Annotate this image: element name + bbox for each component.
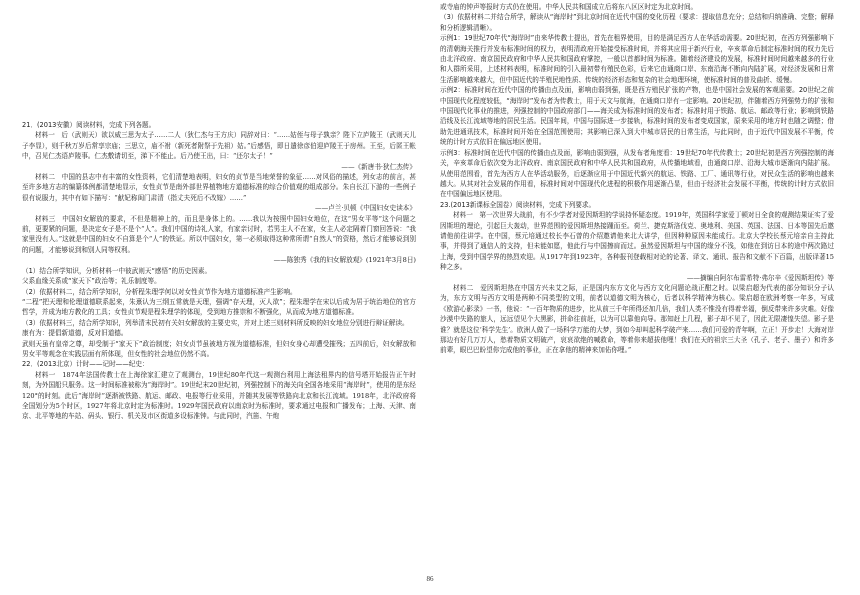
material-6-text: 材料二 爱因斯坦热在中国方兴未艾之际，正是国内东方文化与西方文化问题论战正酣之时。以梁启超为代表的部分知识分子认为，东方文明与西方文明是两种不同类型的文明，前者以道德文明为核心，后者以科学精神为核心。梁启超在欧洲考察一年多，写成《欧游心影录》一书，他说：“一百年物质的进步，比从前三千年所得还加几倍，我们人类不惟没有得着幸福，倒反带来许多灾难。好像沙漠中失路的旅人，远远望见个大黑影，拼命往前赶，以为可以靠他向导。那知赶上几程，影子却不见了，因此无限凄惶失望。影子是谁？就是这位‘科学先生’。欧洲人做了一场科学万能的大梦，到如今却叫起科学破产来……我们可爱的青年啊，立正！开步走！大海对岸那边有好几万万人，愁着物质文明破产，哀哀欲绝的喊救命，等着你来超拔他哩！我们在天的祖宗三大圣（孔子、老子、墨子）和许多前辈，眼巴巴盼望你完成他的事业，正在拿他的精神来加佑你哩。” [440,283,834,355]
material-4-text: 材料一 1874年法国传教士在上海徐家汇建立了观测台，19世纪80年代这一观测台利用上海法租界内的信号塔开始报告正午时刻，为外国船只服务。这一时间标准被称为“海岸时”。19世纪末20世纪初，列强控制下的海关向全国各地采用“海岸时”，使用的是东经120°的时刻。此后“海岸时”逐渐被铁路、航运、邮政、电报等行业采用，并随其发展等铁路向北京和长江流域。1918年，北洋政府将全国划分为5个时区，1927年将北京时定为标准时。1929年国民政府以南京时为标准时，要求通过电报和广播发布；上海、天津、南京、北平等地的车站、码头、银行、机关及市区街道多设标准钟。与此同时，汽笛、午炮 [22,370,416,421]
sub-question-2: （2）依据材料二，结合所学知识，分析程朱理学何以对女性贞节作为地方道德标准产生影响。 [22,287,297,296]
example-answer-3: 示例3：标准时间在近代中国的传播由点及面，影响由弱到强，从发布者角度看：19世纪70年代传教士；20世纪初是西方列强控制的海关，辛亥革命后依次变为北洋政府、南京国民政府和中华人民共和国政府，从传播地域看，由通商口岸、沿海大城市逐渐向内陆扩展。从使用范围看，首先为西方人在华活动服务，后逐渐应用于中国近代新兴的航运、铁路、工厂、通讯等行业，对民众生活的影响也越来越大。从其对社会发展的作用看，标准时间对中国现代化进程的积极作用逐渐凸显，但由于经济社会发展不平衡，传统的计时方式依旧在中国偏远地区使用。 [440,148,834,199]
sub-question-1: （1）结合所学知识，分析材料一中彼武则天“感悟”的历史因素。 [22,266,212,275]
material-5-text: 材料一 第一次世界大战前，有不少学者对爱因斯坦的学说持怀疑态度。1919年，英国科学家爱丁顿对日全食的观测结果证实了爱因斯坦的理论，引起巨大轰动，世界范围的爱因斯坦热接踵而至。荷兰、捷克斯洛伐克、奥地利、美国、英国、法国、日本等国先后邀请他前往讲学。在中国，蔡元培通过校长李石曾的介绍邀请他来北大讲学，但因种种原因未能成行。北京大学校长蔡元培亲自主持此事，并得到了通信人的支持，但未能如愿，他此行与中国擦肩而过。虽然爱因斯坦与中国的缘分不浅，如他在到访日本的途中两次路过上海，受到中国学界的热烈欢迎。从1917年到1923年，各种报刊登载相对论的论著、译文、通讯、报告和文献不下百篇，出版译著15种之多。 [440,211,834,272]
top-blank-area [22,0,416,120]
sub-question-3b: （3）依据材料二并结合所学，解读从“海岸时”到北京时间在近代中国的变化历程（要求：提取信息充分；总结和归纳准确、完整；解释和分析逻辑清晰）。 [440,13,834,32]
material-2-text: 材料二 中国的县志中有丰富的女性资料，它们清楚地表明，妇女的贞节是当地荣誉的象征……对风俗的描述，列女志的前言，甚至许多地方志的编纂体例都清楚地显示，女性贞节是南外部世界植物地方道德标准的综合价值观的组成部分。朱自长江下游的一些例子很有说服力，其中有如下描写：“献妃称闺门肃清（指丈夫死后不改嫁）……” [22,173,416,202]
material-4-continued: 或寺庙的钟声等报时方式仍在使用。中华人民共和国成立后将东八区区时定为北京时间。 [440,3,698,11]
material-3-source: ——陈独秀《我的妇女解放观》(1921年3月8日) [273,256,416,265]
example-answer-2: 示例2：标准时间在近代中国的传播由点及面，影响由弱到强，既是西方殖民扩张的产物，也是中国社会发展的客观需要。20世纪之前中国现代化程度较低，“海岸时”发布者为传教士，用于天文与航海，在通商口岸有一定影响。20世纪初，伴随着西方列强势力的扩张和中国现代化事业的推进，列强控制的中国政府部门——海关成为标准时间的发布者；标准时用于铁路、航运、邮政等行业；影响到铁路沿线及长江流域等地的居民生活。民国年间，中国与国际进一步接轨，标准时间的发布者变成国家，原来采用的地方时也随之调整；借助先进通讯技术，标准时间开始在全国范围使用；其影响已深入到大中城市居民的日常生活，与此同时，由于近代中国发展不平衡，传统的计时方式依旧在偏远地区使用。 [440,86,834,147]
material-3-text: 材料三 中国妇女解放的要求，不但是精神上的，而且是身体上的。……我以为按照中国妇女地位，在这“男女平等”这个问题之前，更要紧的问题，是决定女子是不是个“人”。我们中国的诗礼人家，有家亲讨时，若男主人不在家，女主人必定隔着门窗回答说：“我家里没有人。”这就是中国的妇女不自算是个“人”的铁证。所以中国妇女，第一必须取得这种常所谓“自然人”的资格，然后才能够说到别的问题，才能够说到和别人同等权利。 [22,214,416,254]
answer-3-continued: 武则天虽有皇帝之尊，却受制于“家天下”政治制度；妇女贞节虽被地方视为道德标准，但妇女身心却遭受摧残；五四前后，妇女解放和男女平等观念在实践层面有所体现，但女性的社会地位仍然不高。 [22,339,416,358]
example-answer-1: 示例1：19世纪70年代“海岸时”由来华传教士提出，首先在租界使用，目的是满足西方人在华活动需要。20世纪初，在西方列强影响下的清朝海关推行并发布标准时间的权力，表明清政府开始接受标准时间，并将其应用于新兴行业，辛亥革命后制定标准时间的权力先后由北洋政府、南京国民政府和中华人民共和国政府掌控，一般以首都时间为标准。随着经济建设的发展，标准时间时间越来越多的行业和人群所采用，上述材料表明，标准时间的引入最初带有殖民色彩，后来它由通商口岸、东南沿海不断向内陆扩展，对经济发展和日常生活影响越来越大，但中国近代的半殖民地性质、传统的经济形态和复杂的社会地理环境，使标准时间的普及曲折、缓慢。 [440,34,834,84]
question-21-title: 21．(2013安徽）阅读材料，完成下列各题。 [22,121,156,129]
page-number: 86 [426,575,434,583]
sub-question-3: （3）依据材料三，结合所学知识，列举清末民初有关妇女解放的主要史实，并对上述三则材料所反映的妇女地位分别进行辩证解读。 [22,318,409,327]
left-column [22,0,416,570]
material-1-text: 材料一 后（武则天）欲以威三思为太子……二人（狄仁杰与王方庆）同辞对曰：“……姑侄与母子孰亲？陛下立庐陵王（武则天儿子李显），则千秋万岁后常享宗庙；三思立，庙不祔（新死者附祭于先祖）姑。”后感悟，即日遣徐彦伯迎庐陵王于房州。王至，后匿王帐中，召见仁杰语庐陵事。仁杰敷请切至，涕下不能止。后乃使王出，曰：“还尔太子！” [22,131,416,161]
question-23-title: 23.(2013新课标全国卷）阅读材料，完成下列要求。 [440,200,596,209]
answer-2: “二程”把天理和伦理道德联系起来，朱熹认为三纲五常就是天理，强调“存天理，灭人欲”；程朱理学在宋以后成为居于统治地位的官方哲学，并成为地方教化的工具；女性贞节观是程朱理学的体现，受到地方推崇和不断强化，从而成为地方道德标准。 [22,297,416,317]
question-22-title: 22．(2013北京）计时——记时——纪史： [22,360,149,369]
answer-1: 父系血缘关系或“家天下”政治等；礼乐制度等。 [22,277,161,286]
answer-3: 康有为：提倡新道德，反对旧道德。 [22,329,128,338]
right-column [440,2,834,572]
material-1-source: ——《新唐书·狄仁杰传》 [341,162,416,171]
material-5-source: ——摘编自阿尔布雷希特·弗尔辛《爱因斯坦传》等 [686,273,834,282]
material-2-source: ——卢兰·贝顿《中国妇女史读本》 [314,204,416,213]
